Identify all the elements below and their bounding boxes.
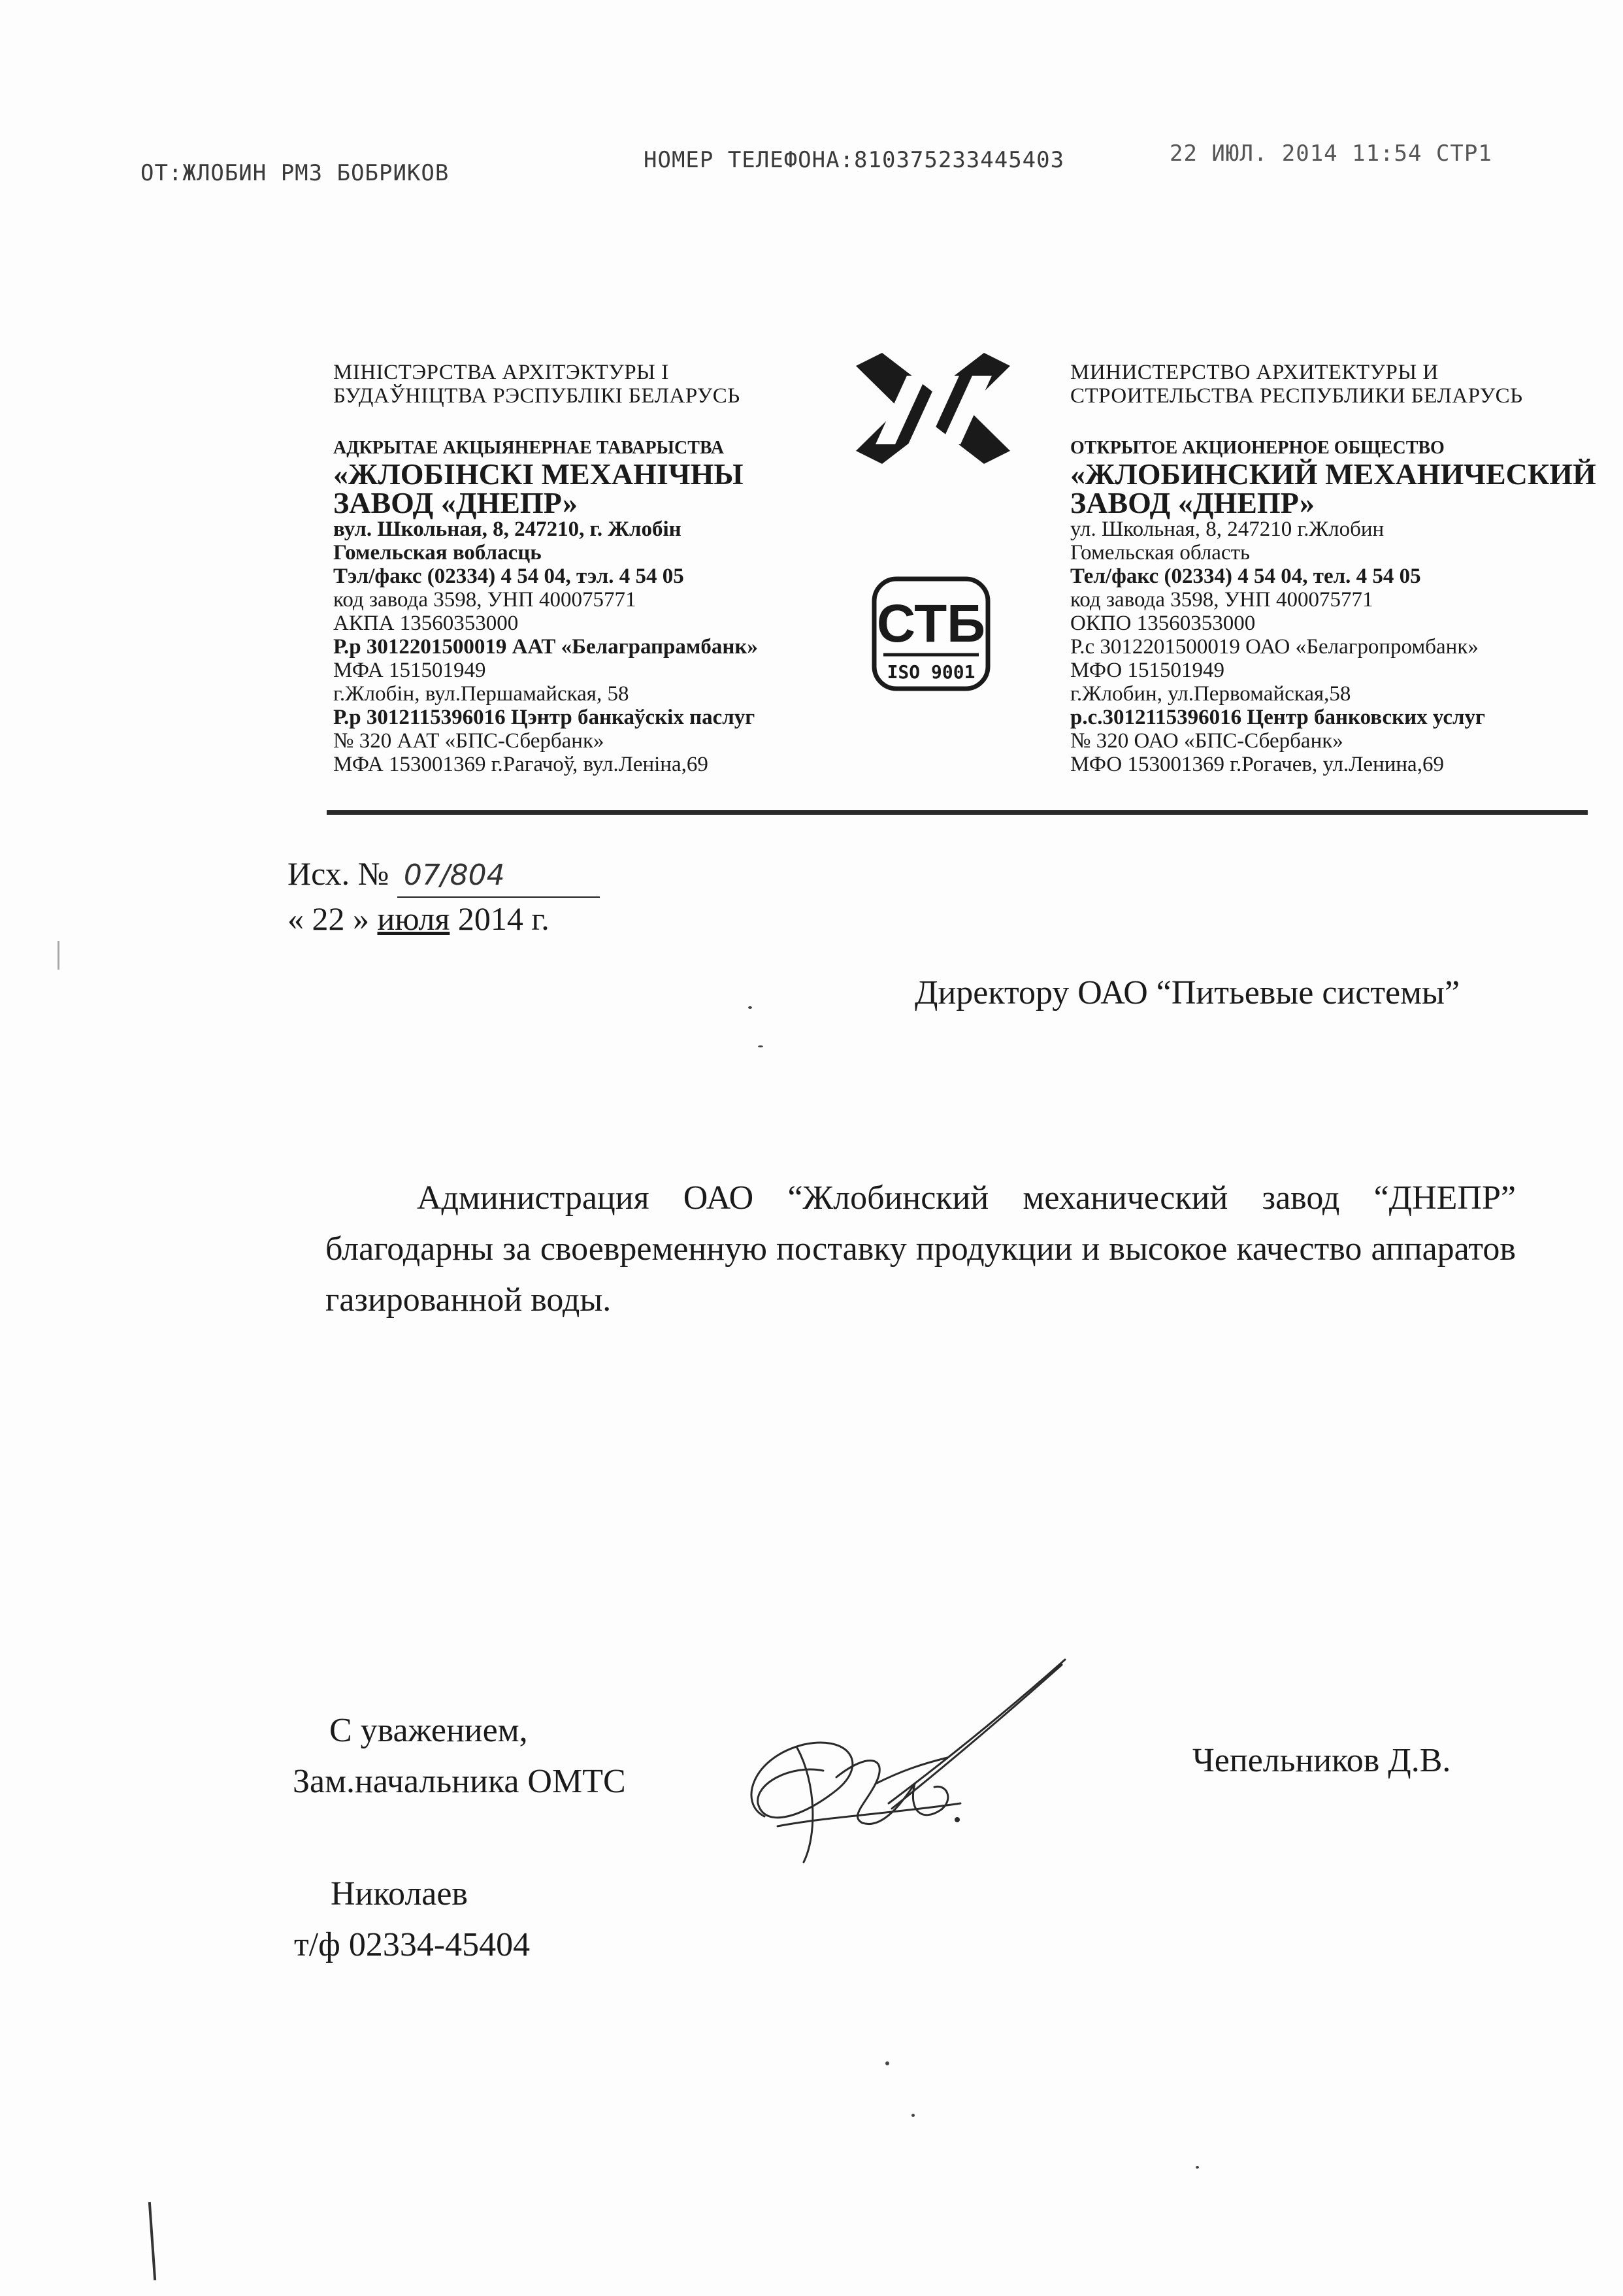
closing-position: Зам.начальника ОМТС [293, 1763, 626, 1800]
org-name-by-1: «ЖЛОБІНСКІ МЕХАНІЧНЫ [333, 457, 744, 491]
outgoing-year: 2014 г. [457, 900, 549, 937]
ministry-name-ru [1070, 361, 1606, 408]
ministry-name-by [333, 361, 830, 408]
address-line: МФА 151501949 [333, 659, 486, 682]
ministry-line: МИНИСТЕРСТВО АРХИТЕКТУРЫ И [1070, 361, 1439, 384]
address-line: Тел/факс (02334) 4 54 04, тел. 4 54 05 [1070, 565, 1421, 588]
address-line: № 320 ААТ «БПС-Сбербанк» [333, 729, 604, 753]
body-paragraph: Администрация ОАО “Жлобинский механический завод “ДНЕПР” благодарны за своевременную поставку продукции и высокое качество аппаратов газированной воды. [325, 1179, 1516, 1319]
letterhead-russian [1070, 361, 1606, 776]
handwritten-signature [725, 1653, 1078, 1888]
address-block-ru [1070, 517, 1606, 776]
scan-mark [57, 941, 59, 970]
address-line: Р.р 3012201500019 ААТ «Белаграпрамбанк» [333, 635, 758, 659]
outgoing-month: июля [377, 900, 450, 937]
outgoing-label: Исх. № [287, 855, 389, 892]
address-line: МФА 153001369 г.Рагачоў, вул.Леніна,69 [333, 753, 708, 776]
address-line: г.Жлобин, ул.Первомайская,58 [1070, 682, 1351, 706]
scan-speck [911, 2114, 915, 2117]
scan-speck [885, 2061, 889, 2065]
address-line: вул. Школьная, 8, 247210, г. Жлобін [333, 517, 681, 541]
org-type-ru: ОТКРЫТОЕ АКЦИОНЕРНОЕ ОБЩЕСТВО [1070, 438, 1445, 458]
address-line: № 320 ОАО «БПС-Сбербанк» [1070, 729, 1343, 753]
address-line: г.Жлобін, вул.Першамайская, 58 [333, 682, 629, 706]
fax-header [0, 134, 1623, 186]
org-type-by: АДКРЫТАЕ АКЦЫЯНЕРНАЕ ТАВАРЫСТВА [333, 438, 725, 458]
ministry-line: СТРОИТЕЛЬСТВА РЕСПУБЛИКИ БЕЛАРУСЬ [1070, 384, 1523, 408]
org-name-ru-1: «ЖЛОБИНСКИЙ МЕХАНИЧЕСКИЙ [1070, 457, 1596, 491]
ministry-line: БУДАЎНІЦТВА РЭСПУБЛІКІ БЕЛАРУСЬ [333, 384, 740, 408]
address-line: код завода 3598, УНП 400075771 [1070, 588, 1373, 612]
address-line: МФО 153001369 г.Рогачев, ул.Ленина,69 [1070, 753, 1444, 776]
addressee: Директору ОАО “Питьевые системы” [915, 974, 1460, 1011]
scan-speck [1196, 2166, 1199, 2169]
closing-block [293, 1705, 626, 1807]
letter-body [325, 1173, 1516, 1326]
address-block-by [333, 517, 830, 776]
address-line: Гомельская вобласць [333, 541, 542, 565]
address-line: АКПА 13560353000 [333, 612, 519, 635]
address-line: МФО 151501949 [1070, 659, 1224, 682]
outgoing-reference [287, 853, 600, 940]
stb-iso-certification-icon [869, 575, 993, 693]
address-line: Р.р 3012115396016 Цэнтр банкаўскіх паслуг [333, 706, 755, 729]
address-line: ОКПО 13560353000 [1070, 612, 1256, 635]
contact-name: Николаев [331, 1875, 468, 1912]
closing-regards: С уважением, [329, 1712, 528, 1749]
org-name-ru-2: ЗАВОД «ДНЕПР» [1070, 486, 1315, 519]
address-line: код завода 3598, УНП 400075771 [333, 588, 636, 612]
letterhead-divider [327, 810, 1588, 815]
fax-phone: НОМЕР ТЕЛЕФОНА:810375233445403 [644, 147, 1065, 173]
org-name-by-2: ЗАВОД «ДНЕПР» [333, 486, 578, 519]
signer-name: Чепельников Д.В. [1192, 1742, 1451, 1779]
company-logo-icon [856, 353, 1010, 464]
cert-label: ISO 9001 [887, 661, 975, 683]
address-line: Тэл/факс (02334) 4 54 04, тэл. 4 54 05 [333, 565, 684, 588]
contact-phone: т/ф 02334-45404 [294, 1926, 531, 1963]
outgoing-number: 07/804 [397, 855, 600, 898]
scan-speck [748, 1006, 752, 1009]
address-line: Р.с 3012201500019 ОАО «Белагропромбанк» [1070, 635, 1479, 659]
fax-from: ОТ:ЖЛОБИН РМЗ БОБРИКОВ [140, 160, 450, 186]
scan-speck [758, 1045, 763, 1047]
cert-mark: СТБ [876, 594, 986, 653]
fax-datetime: 22 ИЮЛ. 2014 11:54 СТР1 [1170, 140, 1492, 167]
scan-mark [148, 2202, 156, 2280]
letterhead-belarusian [333, 361, 830, 776]
ministry-line: МІНІСТЭРСТВА АРХІТЭКТУРЫ І [333, 361, 669, 384]
address-line: ул. Школьная, 8, 247210 г.Жлобин [1070, 517, 1385, 541]
contact-block [294, 1869, 530, 1971]
address-line: р.с.3012115396016 Центр банковских услуг [1070, 706, 1486, 729]
outgoing-day: « 22 » [287, 900, 369, 937]
address-line: Гомельская область [1070, 541, 1251, 565]
